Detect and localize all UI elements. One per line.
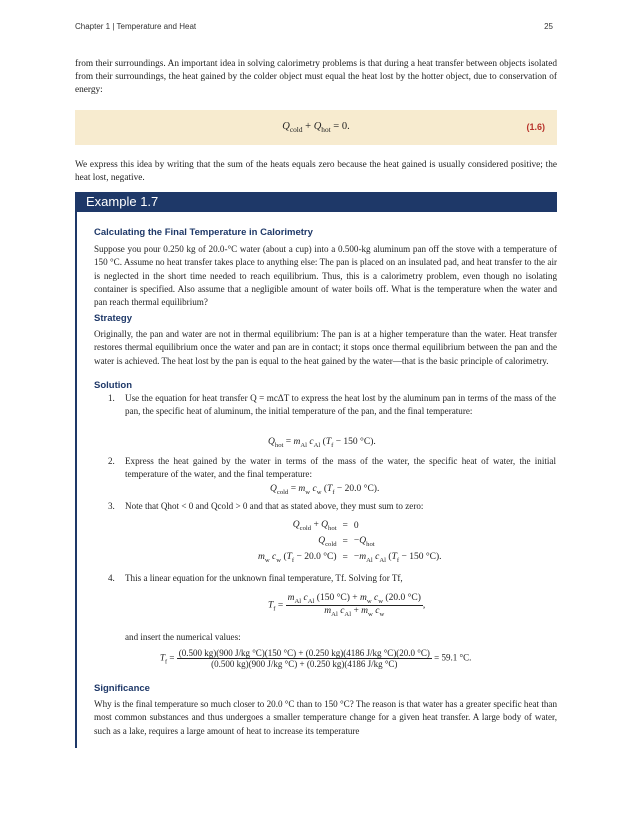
step-text: Express the heat gained by the water in terms of the mass of the water, the specific heat of water, the initial temperature of the water, and the final temperature: <box>125 456 556 480</box>
step-text: Use the equation for heat transfer Q = mcΔT to express the heat lost by the aluminum pan in terms of the mass of the pan, the specific heat of aluminum, the initial temperature of the pan, and the final temperature: <box>125 393 556 417</box>
example-title: Calculating the Final Temperature in Calorimetry <box>94 227 313 238</box>
significance-heading: Significance <box>94 683 150 694</box>
equation-tf-numeric: $T_f$ = (0.500 kg)(900 J/kg °C)(150 °C) + (0.250 kg)(4186 J/kg °C)(20.0 °C) (0.500 kg)(900 J/kg °C) + (0.250 kg)(4186 J/kg °C) = 59.1 °C. <box>160 648 472 669</box>
example-side-bar <box>75 212 77 748</box>
problem-statement: Suppose you pour 0.250 kg of 20.0-°C water (about a cup) into a 0.500-kg aluminum pan off the stove with a temperature of 150 °C. Assume no heat transfer takes place to anything else: The pan is placed on an insulated pad, and heat transfer to the air is neglected in the short time needed to reach equilibrium. Thus, this is a calorimetry problem, even though no isolating container is specified. Also assume that a negligible amount of water boils off. What is the temperature when the water and pan reach thermal equilibrium? <box>94 244 557 308</box>
equation-box <box>75 110 557 145</box>
significance-text: Why is the final temperature so much closer to 20.0 °C than to 150 °C? The reason is that water has a greater specific heat than most common substances and thus undergoes a smaller temperature change for a given heat transfer. A large body of water, such as a lake, requires a large amount of heat to increase its temperature <box>94 699 557 736</box>
equation-system: $Q_{cold} + Q_{hot}$ = 0 $Q_{cold}$ = $-Q_{hot}$ $m_w$ $c_w$ ($T_f - 20.0$ °C) = $-m_{Al}$ $c_{Al}$ ($T_f - 150$ °C). <box>258 520 442 564</box>
equation-number: (1.6) <box>526 122 545 132</box>
equation-tf-solved: $T_f$ = $\frac{m_{Al} c_{Al} (150 ^\circ C) + m_w c_w (20.0 ^\circ C)}{m_{Al} c_{Al} + m_w c_w}$ , <box>268 593 426 618</box>
intro-paragraph: from their surroundings. An important idea in solving calorimetry problems is that during a heat transfer between objects isolated from their surroundings, the heat gained by the colder object must equal the heat lost by the hotter object, due to conservation of energy: <box>75 59 557 95</box>
after-paragraph: We express this idea by writing that the sum of the heats equals zero because the heat gained is usually considered positive; the heat lost, negative. <box>75 160 557 183</box>
step-text: Note that Qhot < 0 and Qcold > 0 and that as stated above, they must sum to zero: <box>125 501 424 511</box>
step-text: This a linear equation for the unknown final temperature, Tf. Solving for Tf, <box>125 573 403 583</box>
insert-text: and insert the numerical values: <box>125 632 241 642</box>
strategy-heading: Strategy <box>94 313 133 324</box>
equation-qhot: $Q_{hot} = m_{Al}$ $c_{Al}$ ($T_f - 150$ °C). <box>268 437 376 449</box>
example-header: Example 1.7 <box>75 192 557 212</box>
equation-qcold: $Q_{cold} = m_w$ $c_w$ ($T_f - 20.0$ °C). <box>270 484 380 496</box>
running-header <box>75 22 553 31</box>
equation-1-6: $Q_{cold} + Q_{hot} = 0$. <box>282 121 350 135</box>
chapter-title: Chapter 1 | Temperature and Heat <box>75 22 197 31</box>
solution-heading: Solution <box>94 380 132 391</box>
strategy-text: Originally, the pan and water are not in thermal equilibrium: The pan is at a higher temperature than the water. Heat transfer restores thermal equilibrium once the water and pan are in contact; it stops once thermal equilibrium between the pan and the water is achieved. The heat lost by the pan is equal to the heat gained by the water—that is the basic principle of calorimetry. <box>94 329 557 366</box>
page-number: 25 <box>544 22 553 31</box>
